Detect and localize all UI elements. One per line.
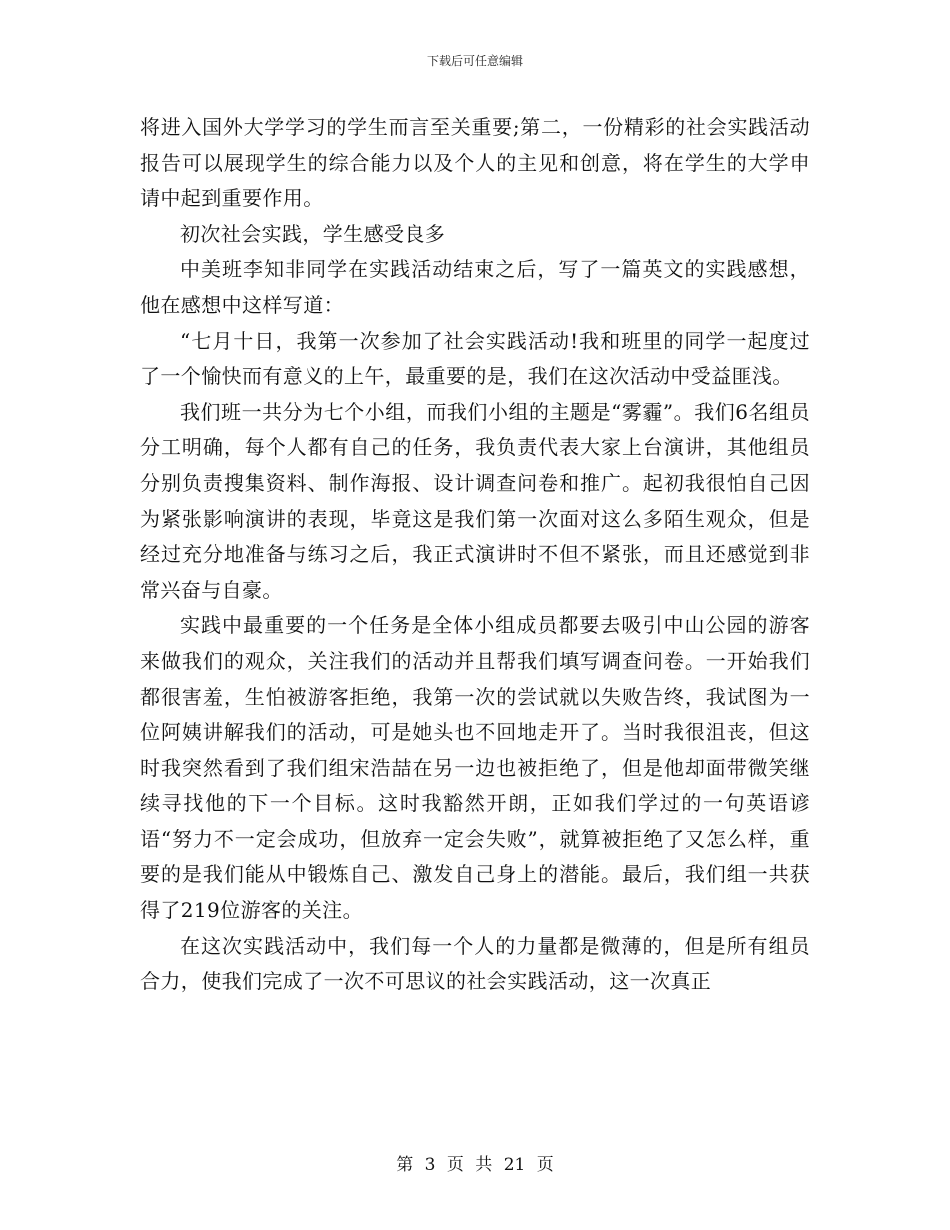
- page-number: 第 3 页 共 21 页: [396, 1155, 554, 1175]
- paragraph-continuation: 将进入国外大学学习的学生而言至关重要;第二，一份精彩的社会实践活动报告可以展现学生的综合能力以及个人的主见和创意，将在学生的大学申请中起到重要作用。: [140, 115, 810, 211]
- paragraph: 实践中最重要的一个任务是全体小组成员都要去吸引中山公园的游客来做我们的观众，关注我们的活动并且帮我们填写调查问卷。一开始我们都很害羞，生怕被游客拒绝，我第一次的尝试就以失败告终，我试图为一位阿姨讲解我们的活动，可是她头也不回地走开了。当时我很沮丧，但这时我突然看到了我们组宋浩喆在另一边也被拒绝了，但是他却面带微笑继续寻找他的下一个目标。这时我豁然开朗，正如我们学过的一句英语谚语“努力不一定会成功，但放弃一定会失败”，就算被拒绝了又怎么样，重要的是我们能从中锻炼自己、激发自己身上的潜能。最后，我们组一共获得了219位游客的关注。: [140, 613, 810, 923]
- document-body: [140, 110, 810, 1000]
- paragraph-quote-start: “七月十日，我第一次参加了社会实践活动!我和班里的同学一起度过了一个愉快而有意义的上午，最重要的是，我们在这次活动中受益匪浅。: [140, 328, 810, 389]
- section-heading: 初次社会实践，学生感受良多: [180, 221, 446, 246]
- paragraph: 在这次实践活动中，我们每一个人的力量都是微薄的，但是所有组员合力，使我们完成了一次不可思议的社会实践活动，这一次真正: [140, 933, 810, 994]
- paragraph: 中美班李知非同学在实践活动结束之后，写了一篇英文的实践感想，他在感想中这样写道：: [140, 257, 810, 317]
- paragraph: 我们班一共分为七个小组，而我们小组的主题是“雾霾”。我们6名组员分工明确，每个人都有自己的任务，我负责代表大家上台演讲，其他组员分别负责搜集资料、制作海报、设计调查问卷和推广。起初我很怕自己因为紧张影响演讲的表现，毕竟这是我们第一次面对这么多陌生观众，但是经过充分地准备与练习之后，我正式演讲时不但不紧张，而且还感觉到非常兴奋与自豪。: [140, 399, 810, 602]
- page-header-note: 下载后可任意编辑: [426, 54, 523, 68]
